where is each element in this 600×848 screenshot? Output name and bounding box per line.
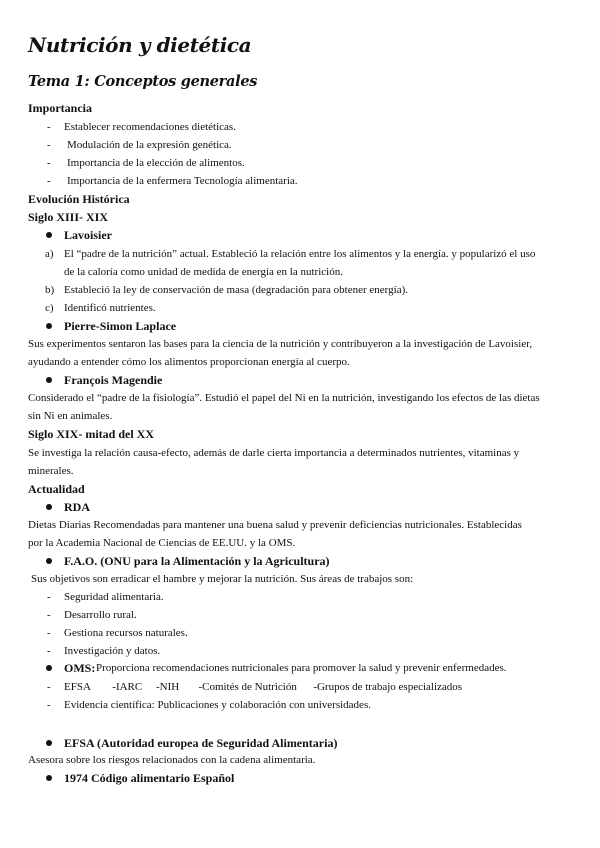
importancia-item: Establecer recomendaciones dietéticas. [64,121,236,133]
oms-item: Evidencia científica: Publicaciones y colaboración con universidades. [64,699,371,711]
bullet-icon [46,232,52,238]
list-marker: a) [45,248,54,260]
rda-heading: RDA [64,500,90,514]
bullet-icon [46,740,52,746]
document-title: Nutrición y dietética [28,33,252,57]
list-marker: c) [45,302,54,314]
laplace-text: Sus experimentos sentaron las bases para la ciencia de la nutrición y contribuyeron a la investigación de Lavoisier, [28,338,533,350]
efsa-heading: EFSA (Autoridad europea de Seguridad Alimentaria) [64,736,338,750]
fao-item: Investigación y datos. [64,645,161,657]
importancia-item: Modulación de la expresión genética. [67,139,232,151]
oms-text: Proporciona recomendaciones nutricionales para promover la salud y prevenir enfermedades. [96,662,507,674]
list-marker: b) [45,284,55,296]
dash-marker: - [47,139,51,151]
dash-marker: - [47,157,51,169]
fao-item: Desarrollo rural. [64,609,137,621]
importancia-item: Importancia de la enfermera Tecnología alimentaria. [67,175,298,187]
bullet-icon [46,504,52,510]
rda-text: por la Academia Nacional de Ciencias de EE.UU. y la OMS. [28,537,296,549]
siglo-xix-heading: Siglo XIX- mitad del XX [28,427,155,441]
evolucion-heading: Evolución Histórica [28,192,130,206]
bullet-icon [46,558,52,564]
oms-item: EFSA -IARC -NIH -Comités de Nutrición -Grupos de trabajo especializados [64,681,463,693]
codigo-heading: 1974 Código alimentario Español [64,771,235,785]
dash-marker: - [47,699,51,711]
siglo-xix-text: Se investiga la relación causa-efecto, además de darle cierta importancia a determinados nutrientes, vitaminas y [28,447,520,459]
lavoisier-text: de la caloría como unidad de medida de energía en la nutrición. [64,266,343,278]
importancia-item: Importancia de la elección de alimentos. [67,157,245,169]
lavoisier-text: Identificó nutrientes. [64,302,156,314]
fao-item: Seguridad alimentaria. [64,591,164,603]
lavoisier-heading: Lavoisier [64,228,112,242]
bullet-icon [46,775,52,781]
dash-marker: - [47,121,51,133]
laplace-text: ayudando a entender cómo los alimentos proporcionan energía al cuerpo. [28,356,350,368]
siglo-xix-text: minerales. [28,465,74,477]
fao-intro: Sus objetivos son erradicar el hambre y mejorar la nutrición. Sus áreas de trabajos son: [31,573,414,585]
laplace-heading: Pierre-Simon Laplace [64,319,177,333]
bullet-icon [46,377,52,383]
siglo-xiii-heading: Siglo XIII- XIX [28,210,109,224]
lavoisier-text: Estableció la ley de conservación de masa (degradación para obtener energía). [64,284,408,296]
oms-heading: OMS: [64,661,96,675]
magendie-heading: François Magendie [64,373,163,387]
dash-marker: - [47,175,51,187]
lavoisier-text: El “padre de la nutrición” actual. Estableció la relación entre los alimentos y la energía. y popularizó el uso [64,248,536,260]
actualidad-heading: Actualidad [28,482,85,496]
topic-title: Tema 1: Conceptos generales [28,73,258,90]
fao-item: Gestiona recursos naturales. [64,627,188,639]
importancia-heading: Importancia [28,101,92,115]
bullet-icon [46,665,52,671]
efsa-text: Asesora sobre los riesgos relacionados con la cadena alimentaria. [28,754,316,766]
dash-marker: - [47,645,51,657]
magendie-text: sin Ni en animales. [28,410,113,422]
dash-marker: - [47,591,51,603]
dash-marker: - [47,627,51,639]
fao-heading: F.A.O. (ONU para la Alimentación y la Agricultura) [64,554,330,568]
magendie-text: Considerado el “padre de la fisiología”. Estudió el papel del Ni en la nutrición, investigando los efectos de las dietas [28,392,540,404]
rda-text: Dietas Diarias Recomendadas para mantener una buena salud y prevenir deficiencias nutricionales. Establecidas [28,519,522,531]
bullet-icon [46,323,52,329]
dash-marker: - [47,609,51,621]
dash-marker: - [47,681,51,693]
